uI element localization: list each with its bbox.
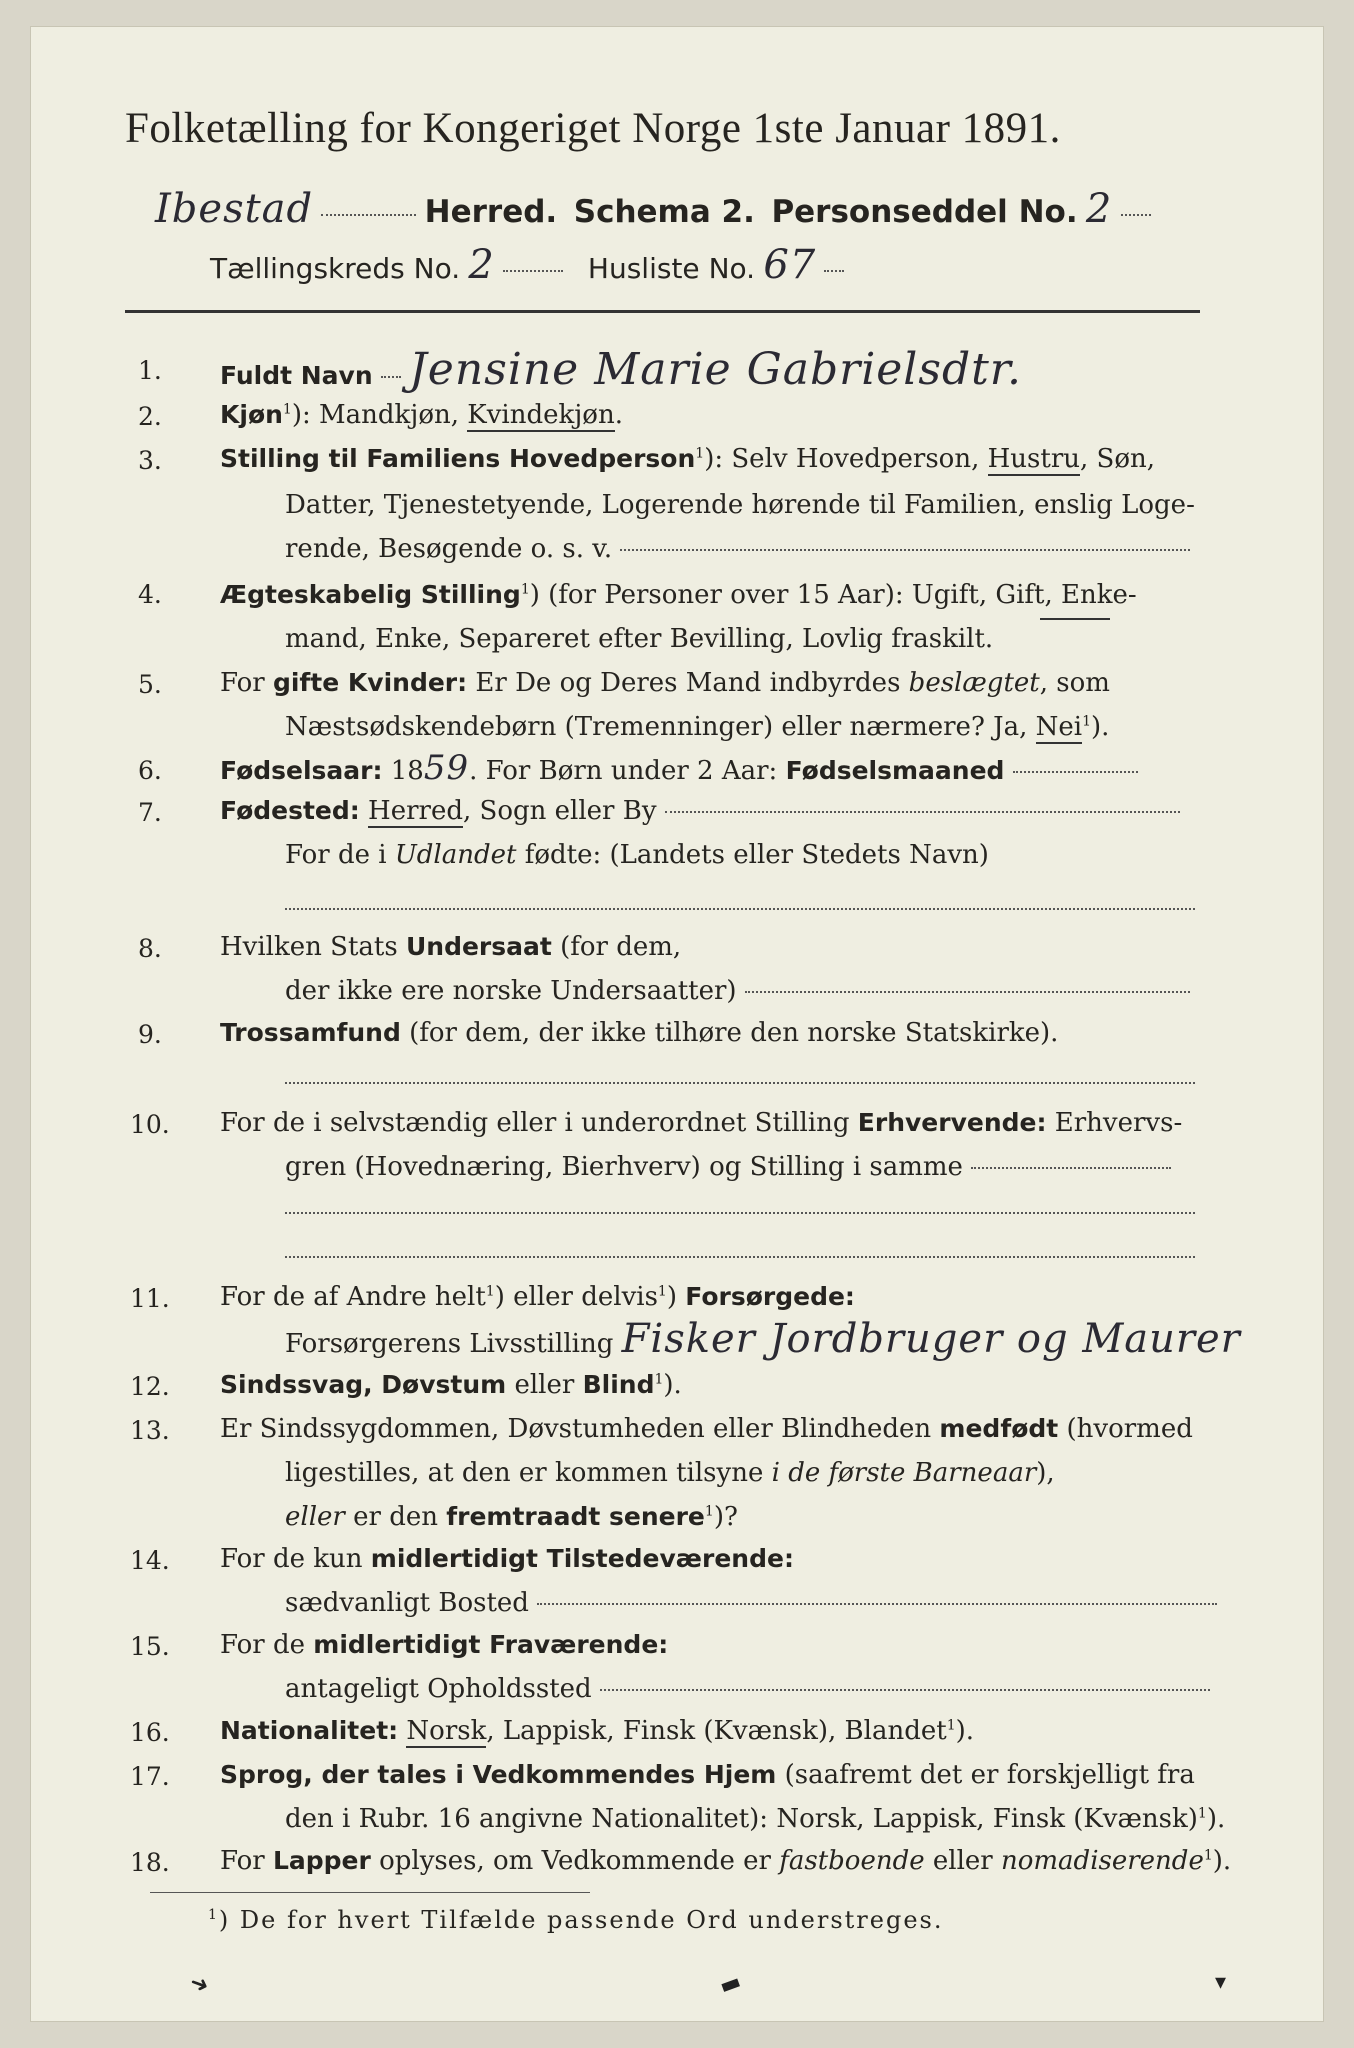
q9-text: (for dem, der ikke tilhøre den norske Statskirke).: [400, 1018, 1059, 1048]
herred-dots: [321, 214, 416, 216]
q7-blank-line: [285, 908, 1195, 910]
q13-line2-c: ),: [1036, 1458, 1055, 1488]
item-number: 2.: [138, 402, 162, 431]
q6-text-b: Fødselsmaaned: [785, 756, 1005, 785]
q6-text-a: . For Børn under 2 Aar:: [469, 756, 786, 786]
q3-line3-text: rende, Besøgende o. s. v.: [285, 534, 613, 564]
q13-line2-a: ligestilles, at den er kommen tilsyne: [285, 1458, 772, 1488]
personseddel-dots: [1121, 214, 1151, 216]
kreds-label: Tællingskreds No.: [210, 252, 461, 285]
item-number: 7.: [138, 798, 162, 827]
q2-sup: 1: [282, 401, 292, 418]
q4-underline-gift: [1040, 618, 1110, 620]
q7-text-c: , Sogn eller By: [463, 796, 657, 826]
q11-text-d: Forsørgede:: [685, 1282, 855, 1311]
q14-dots: [537, 1603, 1217, 1605]
q15-text-b: midlertidigt Fraværende:: [313, 1630, 669, 1659]
q3-text-a: ): Selv Hovedperson,: [704, 444, 988, 474]
q5-text-c: , som: [1039, 668, 1110, 698]
footnote: [208, 1906, 943, 1934]
husliste-dots: [824, 270, 844, 272]
q14-line2-text: sædvanligt Bosted: [285, 1588, 529, 1618]
q18-text-e: eller: [924, 1846, 1001, 1876]
q6-dots: [1013, 771, 1138, 773]
q8-row: [220, 932, 681, 962]
q11-line2: [285, 1316, 1241, 1362]
q9-row: [220, 1018, 1058, 1048]
q3-dots: [620, 549, 1190, 551]
q7-line2-b: Udlandet: [394, 840, 517, 870]
q13-text-b: medfødt: [939, 1414, 1059, 1443]
form-title: Folketælling for Kongeriget Norge 1ste Januar 1891.: [125, 105, 1061, 152]
q10-row: [220, 1108, 1182, 1138]
q15-row: [220, 1630, 668, 1660]
item-number: 18.: [130, 1848, 170, 1877]
sup: 1: [1203, 1847, 1213, 1864]
personseddel-label: Personseddel No.: [771, 194, 1078, 230]
q5-row: [220, 668, 1110, 698]
q15-line2: [285, 1674, 1210, 1704]
item-number: 12.: [130, 1372, 170, 1401]
item-number: 13.: [130, 1416, 170, 1445]
q10-blank-line-1: [285, 1212, 1195, 1214]
q2-row: [220, 400, 623, 430]
item-number: 5.: [138, 670, 162, 699]
item-number: 17.: [130, 1762, 170, 1791]
footnote-text: ) De for hvert Tilfælde passende Ord understreges.: [218, 1906, 944, 1934]
q10-blank-line-2: [285, 1256, 1195, 1258]
header-rule: [125, 310, 1200, 313]
sup: 1: [946, 1717, 956, 1734]
q13-line3-d: )?: [713, 1502, 738, 1532]
q16-label: Nationalitet:: [220, 1716, 399, 1745]
q12-text-a: Sindssvag, Døvstum: [220, 1370, 507, 1399]
q14-line2: [285, 1588, 1217, 1618]
q2-text-c: .: [614, 400, 623, 430]
stray-mark-right: ▾: [1215, 1970, 1227, 1995]
stray-mark-left: ➜: [186, 1969, 213, 2000]
personseddel-value: 2: [1085, 186, 1113, 232]
item-number: 15.: [130, 1632, 170, 1661]
q12-row: [220, 1370, 682, 1400]
q13-text-a: Er Sindssygdommen, Døvstumheden eller Blindheden: [220, 1414, 940, 1444]
q7-line2-a: For de i: [285, 840, 395, 870]
q12-text-c: Blind: [582, 1370, 655, 1399]
q17-label: Sprog, der tales i Vedkommendes Hjem: [220, 1760, 777, 1789]
q10-line2-text: gren (Hovednæring, Bierhverv) og Stilling i samme: [285, 1152, 963, 1182]
q12-text-d: ).: [663, 1370, 682, 1400]
q7-label: Fødested:: [220, 796, 360, 825]
q13-line2: [285, 1458, 1055, 1488]
q4-text: ) (for Personer over 15 Aar): Ugift, Gift, Enke-: [529, 580, 1137, 610]
q12-text-b: eller: [506, 1370, 583, 1400]
q4-label: Ægteskabelig Stilling: [220, 580, 521, 609]
q11-value: Fisker Jordbruger og Maurer: [621, 1316, 1241, 1362]
q13-text-c: (hvormed: [1058, 1414, 1193, 1444]
q10-text-a: For de i selvstændig eller i underordnet Stilling: [220, 1108, 858, 1138]
q5-line2-c: ).: [1090, 712, 1110, 742]
q11-row: [220, 1282, 855, 1312]
q8-line1-c: (for dem,: [551, 932, 682, 962]
q18-row: [220, 1846, 1231, 1876]
q10-text-b: Erhvervende:: [857, 1108, 1047, 1137]
q9-blank-line: [285, 1082, 1195, 1084]
q15-text-a: For de: [220, 1630, 314, 1660]
footnote-sup: 1: [208, 1907, 219, 1923]
q16-text-d: ).: [955, 1716, 975, 1746]
q17-text: (saafremt det er forskjelligt fra: [776, 1760, 1195, 1790]
q3-line2: Datter, Tjenestetyende, Logerende hørende til Familien, enslig Loge-: [285, 490, 1195, 520]
husliste-label: Husliste No.: [587, 252, 756, 285]
q2-selected: Kvindekjøn: [467, 400, 615, 430]
schema-label: Schema 2.: [573, 194, 755, 230]
q5-selected: Nei: [1035, 712, 1083, 742]
q6-row: [220, 748, 1138, 788]
herred-label: Herred.: [424, 194, 558, 230]
q6-value: 59: [423, 748, 470, 788]
q16-selected: Norsk: [406, 1716, 487, 1746]
item-number: 8.: [138, 934, 162, 963]
q4-row: [220, 580, 1137, 610]
q3-selected: Hustru: [987, 444, 1081, 474]
q13-row: [220, 1414, 1193, 1444]
q2-label: Kjøn: [220, 400, 283, 429]
kreds-dots: [503, 270, 563, 272]
q7-line2-c: fødte: (Landets eller Stedets Navn): [516, 840, 989, 870]
q16-text-c: , Lappisk, Finsk (Kvænsk), Blandet: [486, 1716, 947, 1746]
q5-label-b: gifte Kvinder:: [272, 668, 468, 697]
kreds-value: 2: [468, 242, 495, 288]
q15-line2-text: antageligt Opholdssted: [285, 1674, 592, 1704]
q7-line2: [285, 840, 989, 870]
q1-row: [220, 344, 1022, 395]
q14-text-b: midlertidigt Tilstedeværende:: [370, 1544, 794, 1573]
sup: 1: [704, 1503, 714, 1520]
q14-text-a: For de kun: [220, 1544, 371, 1574]
item-number: 3.: [138, 446, 162, 475]
q7-text-a: [360, 796, 368, 826]
q16-row: [220, 1716, 974, 1746]
q8-line1-a: Hvilken Stats: [220, 932, 406, 962]
sup: 1: [657, 1283, 667, 1300]
q4-line2: mand, Enke, Separeret efter Bevilling, Lovlig fraskilt.: [285, 624, 994, 654]
q18-text-a: For: [220, 1846, 273, 1876]
item-number: 11.: [130, 1284, 170, 1313]
q11-text-a: For de af Andre helt: [220, 1282, 486, 1312]
q5-text-b: beslægtet: [908, 668, 1040, 698]
q7-dots: [665, 811, 1180, 813]
herred-line: [155, 186, 1151, 232]
q8-line2-text: der ikke ere norske Undersaatter): [285, 976, 737, 1006]
q10-text-c: Erhvervs-: [1046, 1108, 1183, 1138]
sup: 1: [1197, 1805, 1207, 1822]
item-number: 10.: [130, 1110, 170, 1139]
q11-line2-text: Forsørgerens Livsstilling: [285, 1329, 614, 1359]
q8-line1-b: Undersaat: [405, 932, 552, 961]
q14-row: [220, 1544, 794, 1574]
q17-row: [220, 1760, 1195, 1790]
q9-label: Trossamfund: [220, 1018, 401, 1047]
q15-dots: [600, 1689, 1210, 1691]
q11-text-c: ): [666, 1282, 686, 1312]
q13-line3-a: eller: [285, 1502, 345, 1532]
q13-line3-b: er den: [344, 1502, 447, 1532]
item-number: 1.: [138, 356, 162, 385]
q18-text-b: Lapper: [272, 1846, 371, 1875]
sup: 1: [654, 1371, 664, 1388]
q3-row: [220, 444, 1155, 474]
q7-row: [220, 796, 1180, 826]
census-form-page: [30, 26, 1324, 2022]
item-number: 14.: [130, 1546, 170, 1575]
item-number: 9.: [138, 1020, 162, 1049]
q17-line2-text: den i Rubr. 16 angivne Nationalitet): Norsk, Lappisk, Finsk (Kvænsk): [285, 1804, 1198, 1834]
q1-dots: [381, 376, 401, 378]
q6-prefix: 18: [382, 756, 424, 786]
sup: 1: [485, 1283, 495, 1300]
item-number: 16.: [130, 1718, 170, 1747]
q5-line2-a: Næstsødskendebørn (Tremenninger) eller nærmere? Ja,: [285, 712, 1036, 742]
q18-text-c: oplyses, om Vedkommende er: [370, 1846, 780, 1876]
q7-selected: Herred: [368, 796, 463, 826]
q18-text-f: nomadiserende: [1001, 1846, 1204, 1876]
herred-value: Ibestad: [155, 186, 314, 232]
footnote-rule: [150, 1892, 590, 1893]
q13-line3: [285, 1502, 738, 1532]
sup: 1: [695, 445, 705, 462]
sup: 1: [520, 581, 530, 598]
q5-text-a: Er De og Deres Mand indbyrdes: [467, 668, 909, 698]
q17-line2: [285, 1804, 1225, 1834]
q3-label: Stilling til Familiens Hovedperson: [220, 444, 696, 473]
q13-line2-b: i de første Barneaar: [771, 1458, 1037, 1488]
q8-line2: [285, 976, 1190, 1006]
sup: 1: [1082, 713, 1091, 730]
q10-line2: [285, 1152, 1171, 1182]
q6-label: Fødselsaar:: [220, 756, 383, 785]
husliste-value: 67: [763, 242, 817, 288]
q17-line2-end: ).: [1206, 1804, 1226, 1834]
q5-label-a: For: [220, 668, 273, 698]
q3-line3: [285, 534, 1190, 564]
stray-mark-center: ▬: [716, 1969, 745, 2000]
q1-label: Fuldt Navn: [220, 361, 373, 390]
kreds-line: [210, 242, 844, 288]
q11-text-b: ) eller delvis: [494, 1282, 658, 1312]
q2-text-a: ): Mandkjøn,: [291, 400, 468, 430]
q3-text-c: , Søn,: [1080, 444, 1156, 474]
q5-line2: [285, 712, 1109, 742]
item-number: 6.: [138, 756, 162, 785]
q18-text-g: ).: [1212, 1846, 1232, 1876]
q8-dots: [745, 991, 1190, 993]
item-number: 4.: [138, 580, 162, 609]
q13-line3-c: fremtraadt senere: [446, 1502, 705, 1531]
q10-dots: [971, 1167, 1171, 1169]
q1-value: Jensine Marie Gabrielsdtr.: [409, 344, 1022, 395]
q18-text-d: fastboende: [779, 1846, 925, 1876]
